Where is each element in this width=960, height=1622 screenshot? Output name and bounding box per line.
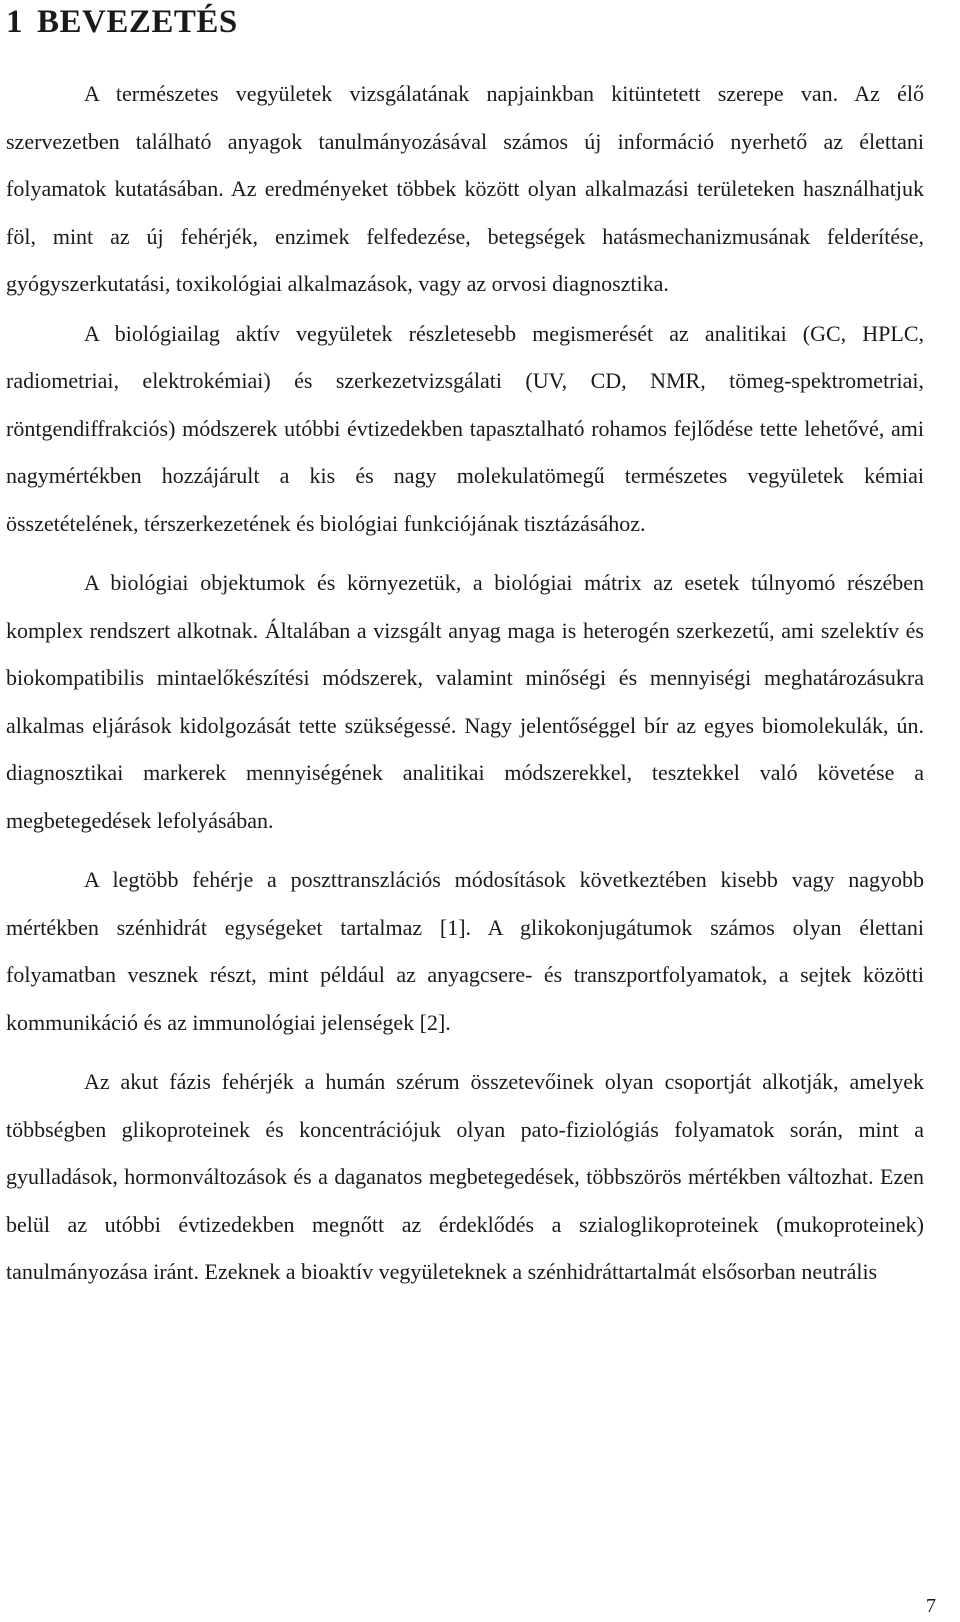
- paragraph-1: A természetes vegyületek vizsgálatának napjainkban kitüntetett szerepe van. Az élő szervezetben található anyagok tanulmányozásával számos új információ nyerhető az élettani folyamatok kutatásában. Az eredményeket többek között olyan alkalmazási területeken használhatjuk föl, mint az új fehérjék, enzimek felfedezése, betegségek hatásmechanizmusának felderítése, gyógyszerkutatási, toxikológiai alkalmazások, vagy az orvosi diagnosztika.: [6, 81, 924, 296]
- paragraph-5: Az akut fázis fehérjék a humán szérum összetevőinek olyan csoportját alkotják, amelyek többségben glikoproteinek és koncentrációjuk olyan pato-fiziológiás folyamatok során, mint a gyulladások, hormonváltozások és a daganatos megbetegedések, többszörös mértékben változhat. Ezen belül az utóbbi évtizedekben megnőtt az érdeklődés a szialoglikoproteinek (mukoproteinek) tanulmányozása iránt. Ezeknek a bioaktív vegyületeknek a szénhidráttartalmát elsősorban neutrális: [6, 1069, 924, 1284]
- paragraph-2: A biológiailag aktív vegyületek részletesebb megismerését az analitikai (GC, HPLC, radiometriai, elektrokémiai) és szerkezetvizsgálati (UV, CD, NMR, tömeg-spektrometriai, röntgendiffrakciós) módszerek utóbbi évtizedekben tapasztalható rohamos fejlődése tette lehetővé, ami nagymértékben hozzájárult a kis és nagy molekulatömegű természetes vegyületek kémiai összetételének, térszerkezetének és biológiai funkciójának tisztázásához.: [6, 320, 924, 536]
- body-text: [6, 70, 924, 1296]
- paragraph-3: A biológiai objektumok és környezetük, a biológiai mátrix az esetek túlnyomó részében komplex rendszert alkotnak. Általában a vizsgált anyag maga is heterogén szerkezetű, ami szelektív és biokompatibilis mintaelőkészítési módszerek, valamint minőségi és mennyiségi meghatározásukra alkalmas eljárások kidolgozását tette szükségessé. Nagy jelentőséggel bír az egyes biomolekulák, ún. diagnosztikai markerek mennyiségének analitikai módszerekkel, tesztekkel való követése a megbetegedések lefolyásában.: [6, 570, 924, 833]
- chapter-title: BEVEZETÉS: [37, 4, 238, 40]
- page-number: 7: [926, 1595, 936, 1617]
- chapter-heading: [6, 0, 238, 44]
- paragraph-4: A legtöbb fehérje a poszttranszlációs módosítások következtében kisebb vagy nagyobb mértékben szénhidrát egységeket tartalmaz [1]. A glikokonjugátumok számos olyan élettani folyamatban vesznek részt, mint például az anyagcsere- és transzportfolyamatok, a sejtek közötti kommunikáció és az immunológiai jelenségek [2].: [6, 867, 924, 1035]
- chapter-number: 1: [6, 4, 23, 40]
